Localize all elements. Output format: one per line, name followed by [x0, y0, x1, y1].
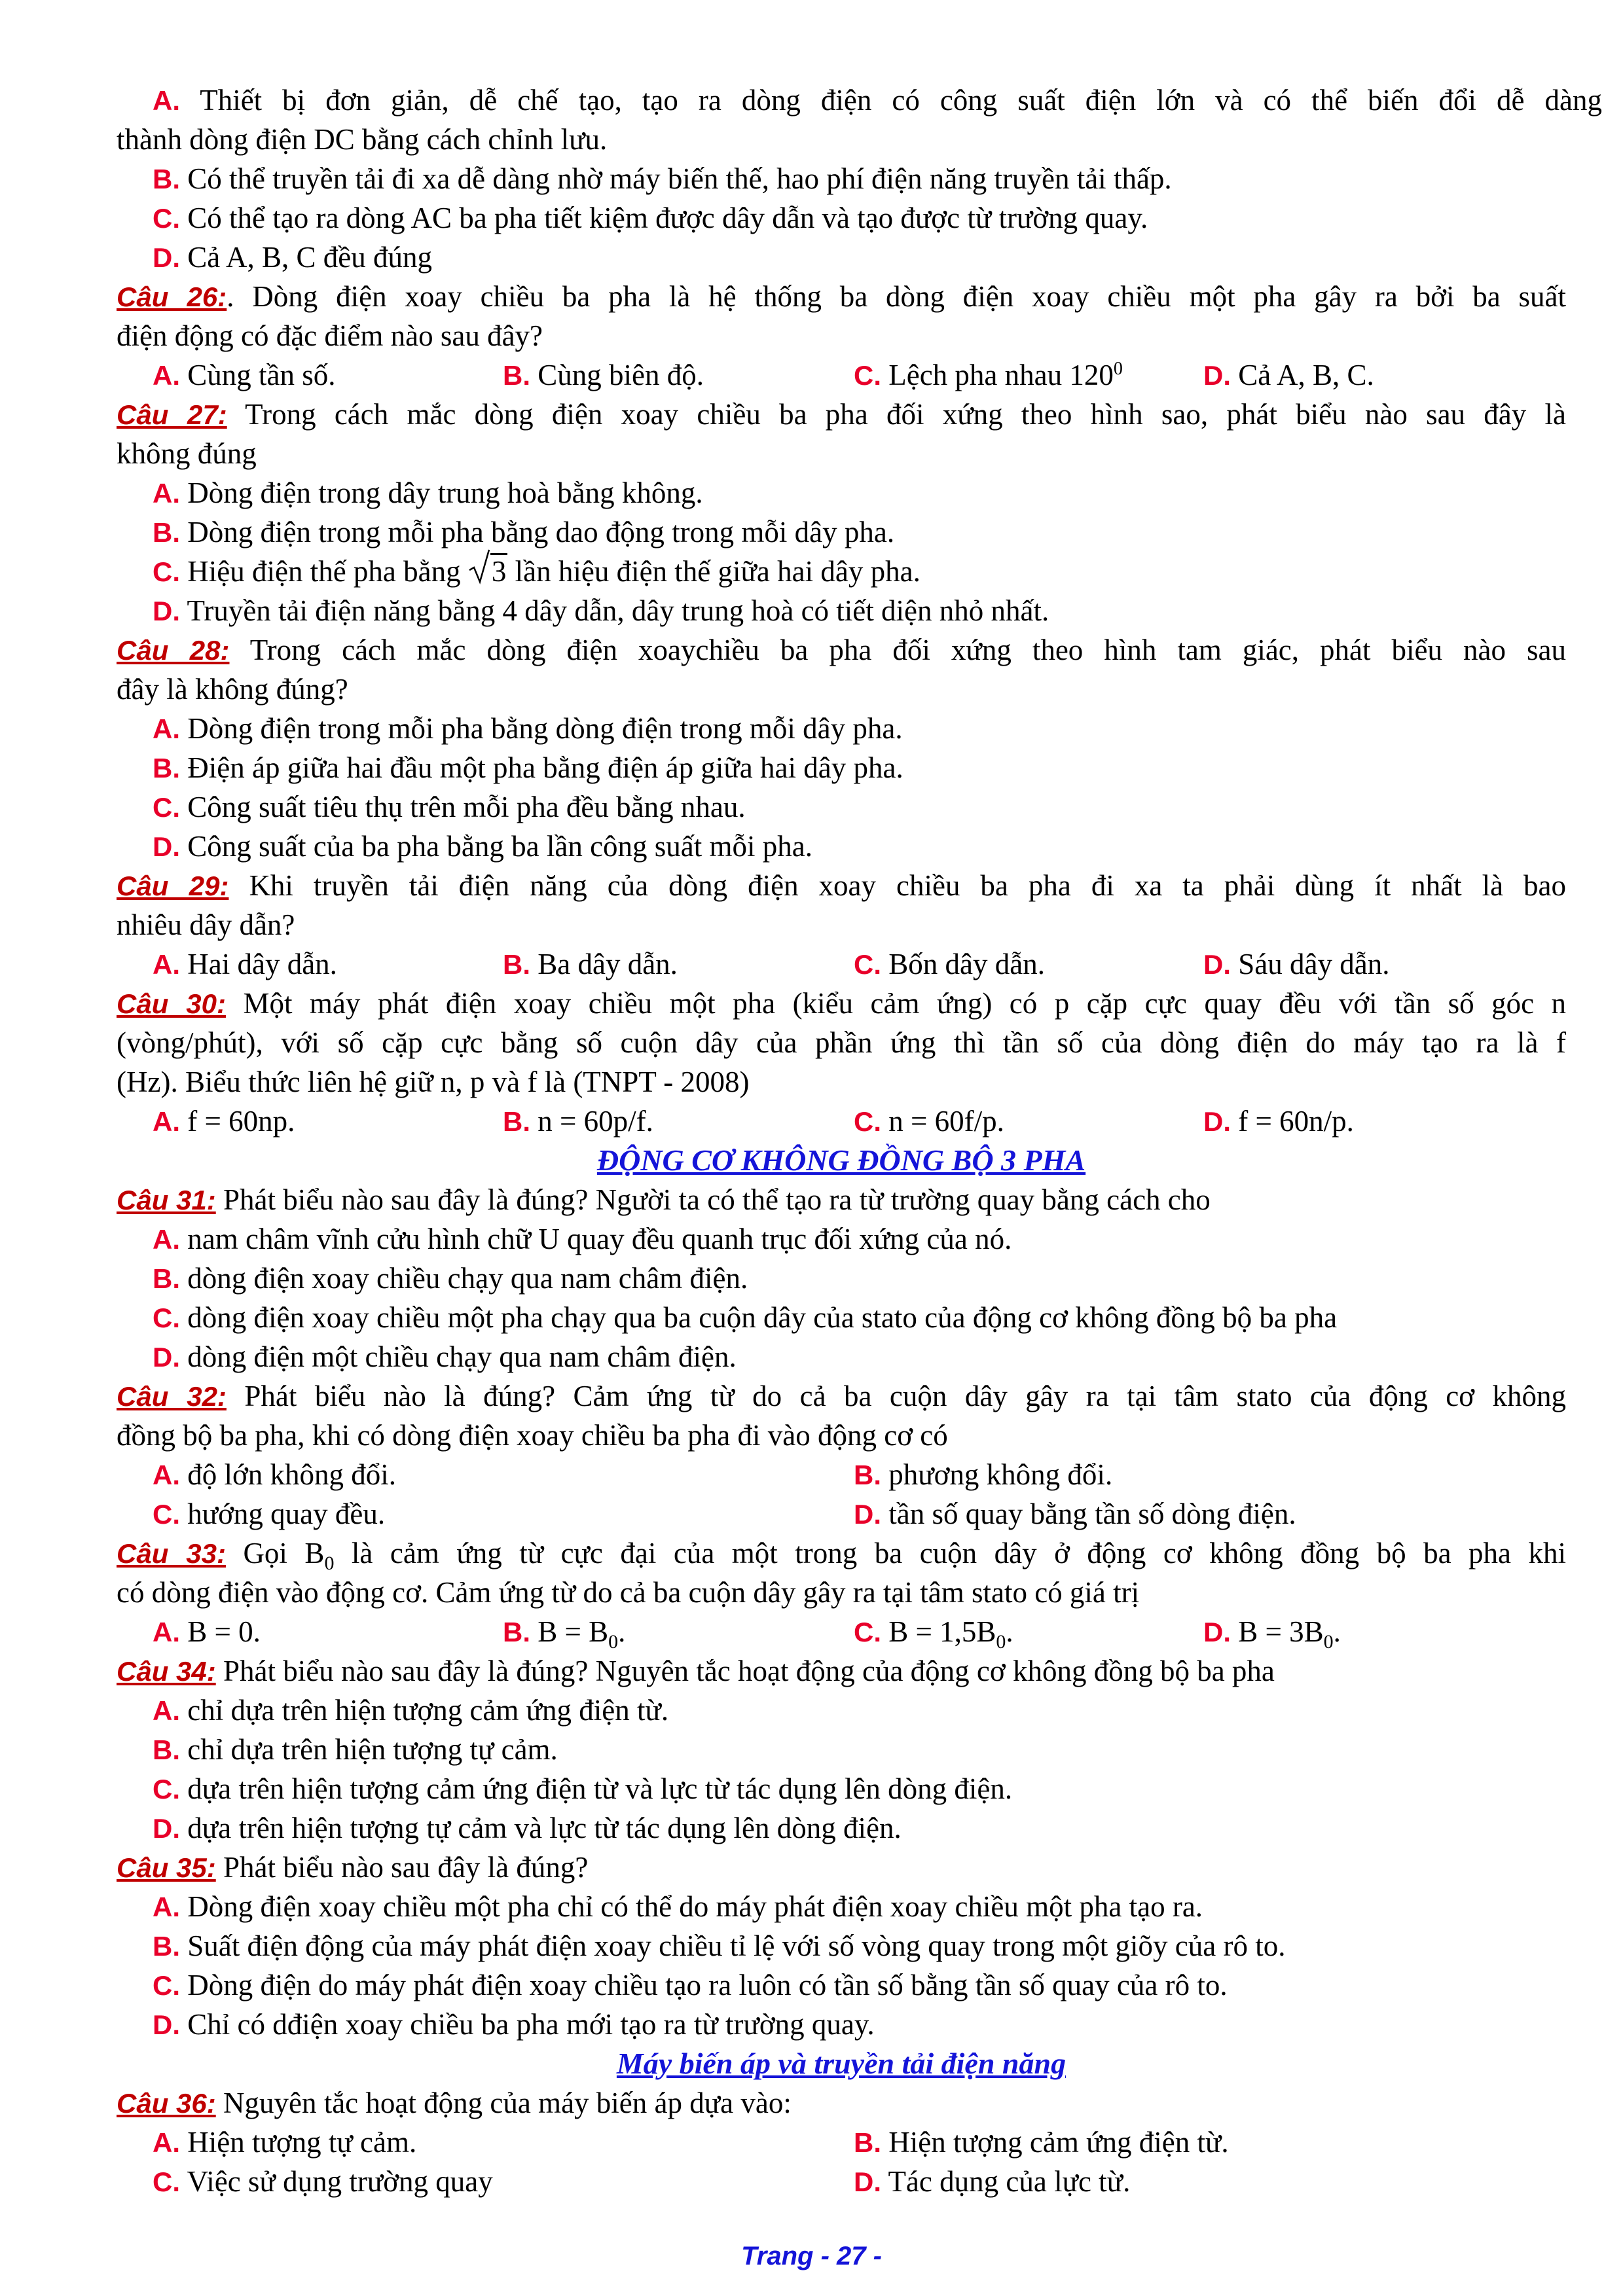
q30-stem-cont: (vòng/phút), với số cặp cực bằng số cuộn dây của phần ứng thì tần số của dòng điện do máy tạo ra là f [117, 1026, 1566, 1059]
q35-stem: Câu 35: Phát biểu nào sau đây là đúng? [117, 1851, 589, 1884]
q33-option-b: B. $B = B_0$. [503, 1615, 626, 1653]
page-number: Trang - 27 - [741, 2242, 882, 2270]
q25-option-c: C. Có thể tạo ra dòng AC ba pha tiết kiệm được dây dẫn và tạo được từ trường quay. [153, 202, 1148, 234]
q29-options [117, 944, 1566, 984]
q32-option-c: C. hướng quay đều. [153, 1498, 386, 1530]
q35-option-b: B. Suất điện động của máy phát điện xoay chiều tỉ lệ với số vòng quay trong một giõy của rô to. [153, 1929, 1286, 1962]
q29-option-d: D. Sáu dây dẫn. [1203, 948, 1390, 980]
q32-stem: Câu 32: Phát biểu nào là đúng? Cảm ứng từ do cả ba cuộn dây gây ra tại tâm stato của động cơ không [117, 1380, 1566, 1412]
q36-option-d: D. Tác dụng của lực từ. [854, 2165, 1131, 2198]
q26-option-d: D. Cả A, B, C. [1203, 359, 1374, 391]
q34-option-d: D. dựa trên hiện tượng tự cảm và lực từ tác dụng lên dòng điện. [153, 1812, 902, 1844]
q26-option-a: A. Cùng tần số. [153, 359, 336, 391]
square-root-symbol: 3 [468, 552, 508, 591]
q34-option-c: C. dựa trên hiện tượng cảm ứng điện từ và lực từ tác dụng lên dòng điện. [153, 1772, 1013, 1805]
q28-stem-cont: đây là không đúng? [117, 673, 348, 706]
q27-option-d: D. Truyền tải điện năng bằng 4 dây dẫn, dây trung hoà có tiết diện nhỏ nhất. [153, 594, 1049, 627]
q26-option-b: B. Cùng biên độ. [503, 359, 704, 391]
q29-option-a: A. Hai dây dẫn. [153, 948, 337, 980]
question-label: Câu 26: [117, 281, 227, 312]
section-heading: Máy biến áp và truyền tải điện năng [616, 2047, 1067, 2080]
q29-option-c: C. Bốn dây dẫn. [854, 948, 1045, 980]
q35-option-d: D. Chỉ có dđiện xoay chiều ba pha mới tạo ra từ trường quay. [153, 2008, 875, 2041]
q25-option-b: B. Có thể truyền tải đi xa dễ dàng nhờ máy biến thế, hao phí điện năng truyền tải thấp. [153, 162, 1172, 195]
q33-option-d: D. $B = 3B_0$. [1203, 1615, 1341, 1653]
q36-options-row-2 [117, 2162, 1566, 2201]
question-label: Câu 36: [117, 2088, 216, 2119]
q32-options-row-1 [117, 1455, 1566, 1494]
q30-stem: Câu 30: Một máy phát điện xoay chiều một pha (kiểu cảm ứng) có p cặp cực quay đều với tần số góc n [117, 987, 1567, 1020]
q28-option-c: C. Công suất tiêu thụ trên mỗi pha đều bằng nhau. [153, 791, 746, 823]
question-label: Câu 33: [117, 1538, 226, 1569]
section-heading: ĐỘNG CƠ KHÔNG ĐỒNG BỘ 3 PHA [596, 1143, 1086, 1177]
question-label: Câu 30: [117, 988, 226, 1019]
q32-option-a: A. độ lớn không đổi. [153, 1458, 397, 1491]
q27-stem-cont: không đúng [117, 437, 257, 470]
q32-options-row-2 [117, 1494, 1566, 1534]
question-label: Câu 27: [117, 399, 227, 430]
q30-option-d: D. f = 60n/p. [1203, 1105, 1354, 1138]
q27-option-c: C. Hiệu điện thế pha bằng 3 lần hiệu điện thế giữa hai dây pha. [153, 552, 1602, 591]
q26-stem: Câu 26:. Dòng điện xoay chiều ba pha là hệ thống ba dòng điện xoay chiều một pha gây ra bởi ba suất [117, 280, 1566, 313]
q31-option-c: C. dòng điện xoay chiều một pha chạy qua ba cuộn dây của stato của động cơ không đồng bộ ba pha [153, 1301, 1338, 1334]
q26-options [117, 355, 1566, 395]
q33-option-c: C. $B = 1,5B_0$. [854, 1615, 1013, 1653]
q25-option-a-cont: thành dòng điện DC bằng cách chỉnh lưu. [117, 123, 608, 156]
q26-stem-cont: điện động có đặc điểm nào sau đây? [117, 319, 543, 352]
q36-stem: Câu 36: Nguyên tắc hoạt động của máy biến áp dựa vào: [117, 2087, 792, 2119]
q32-option-d: D. tần số quay bằng tần số dòng điện. [854, 1498, 1296, 1530]
q31-option-d: D. dòng điện một chiều chạy qua nam châm điện. [153, 1340, 737, 1373]
question-label: Câu 29: [117, 870, 229, 901]
q26-option-c: C. Lệch pha nhau $120^0$ [854, 359, 1123, 391]
q34-stem: Câu 34: Phát biểu nào sau đây là đúng? Nguyên tắc hoạt động của động cơ không đồng bộ ba pha [117, 1655, 1275, 1687]
question-label: Câu 28: [117, 635, 230, 666]
q31-option-b: B. dòng điện xoay chiều chạy qua nam châm điện. [153, 1262, 748, 1295]
q25-option-a: A. Thiết bị đơn giản, dễ chế tạo, tạo ra dòng điện có công suất điện lớn và có thể biến đổi dễ dàng [153, 84, 1602, 117]
q36-option-a: A. Hiện tượng tự cảm. [153, 2126, 417, 2159]
q29-option-b: B. Ba dây dẫn. [503, 948, 678, 980]
q35-option-c: C. Dòng điện do máy phát điện xoay chiều tạo ra luôn có tần số bằng tần số quay của rô to. [153, 1969, 1228, 2001]
q32-option-b: B. phương không đổi. [854, 1458, 1113, 1491]
q27-option-b: B. Dòng điện trong mỗi pha bằng dao động trong mỗi dây pha. [153, 516, 895, 548]
question-label: Câu 35: [117, 1852, 216, 1883]
q33-options [117, 1612, 1566, 1651]
q31-option-a: A. nam châm vĩnh cửu hình chữ U quay đều quanh trục đối xứng của nó. [153, 1223, 1012, 1255]
q33-option-a: A. B = 0. [153, 1615, 261, 1648]
q27-stem: Câu 27: Trong cách mắc dòng điện xoay chiều ba pha đối xứng theo hình sao, phát biểu nào sau đây là [117, 398, 1567, 431]
q34-option-b: B. chỉ dựa trên hiện tượng tự cảm. [153, 1733, 558, 1766]
question-label: Câu 32: [117, 1381, 227, 1412]
question-label: Câu 34: [117, 1656, 216, 1687]
q31-stem: Câu 31: Phát biểu nào sau đây là đúng? Người ta có thể tạo ra từ trường quay bằng cách cho [117, 1183, 1211, 1216]
q30-stem-cont-2: (Hz). Biểu thức liên hệ giữ n, p và f là (TNPT - 2008) [117, 1066, 750, 1098]
q28-option-b: B. Điện áp giữa hai đầu một pha bằng điện áp giữa hai dây pha. [153, 751, 903, 784]
q30-option-a: A. f = 60np. [153, 1105, 295, 1138]
q28-stem: Câu 28: Trong cách mắc dòng điện xoaychiều ba pha đối xứng theo hình tam giác, phát biểu nào sau [117, 634, 1566, 666]
q36-option-b: B. Hiện tượng cảm ứng điện từ. [854, 2126, 1229, 2159]
q30-option-b: B. n = 60p/f. [503, 1105, 653, 1138]
q30-options [117, 1102, 1566, 1141]
q33-stem: Câu 33: Gọi $B_0$ là cảm ứng từ cực đại của một trong ba cuộn dây ở động cơ không đồng bộ ba pha khi [117, 1537, 1566, 1574]
q36-option-c: C. Việc sử dụng trường quay [153, 2165, 493, 2198]
question-label: Câu 31: [117, 1185, 216, 1215]
q35-option-a: A. Dòng điện xoay chiều một pha chỉ có thể do máy phát điện xoay chiều một pha tạo ra. [153, 1890, 1203, 1923]
q29-stem-cont: nhiêu dây dẫn? [117, 908, 295, 941]
q28-option-d: D. Công suất của ba pha bằng ba lần công suất mỗi pha. [153, 830, 813, 863]
q30-option-c: C. n = 60f/p. [854, 1105, 1004, 1138]
q33-stem-cont: có dòng điện vào động cơ. Cảm ứng từ do cả ba cuộn dây gây ra tại tâm stato có giá trị [117, 1576, 1140, 1609]
q25-option-d: D. Cả A, B, C đều đúng [153, 241, 433, 274]
q32-stem-cont: đồng bộ ba pha, khi có dòng điện xoay chiều ba pha đi vào động cơ có [117, 1419, 948, 1452]
q34-option-a: A. chỉ dựa trên hiện tượng cảm ứng điện từ. [153, 1694, 669, 1727]
q29-stem: Câu 29: Khi truyền tải điện năng của dòng điện xoay chiều ba pha đi xa ta phải dùng ít nhất là bao [117, 869, 1567, 902]
q28-option-a: A. Dòng điện trong mỗi pha bằng dòng điện trong mỗi dây pha. [153, 712, 903, 745]
q27-option-a: A. Dòng điện trong dây trung hoà bằng không. [153, 476, 703, 509]
q36-options-row-1 [117, 2123, 1566, 2162]
